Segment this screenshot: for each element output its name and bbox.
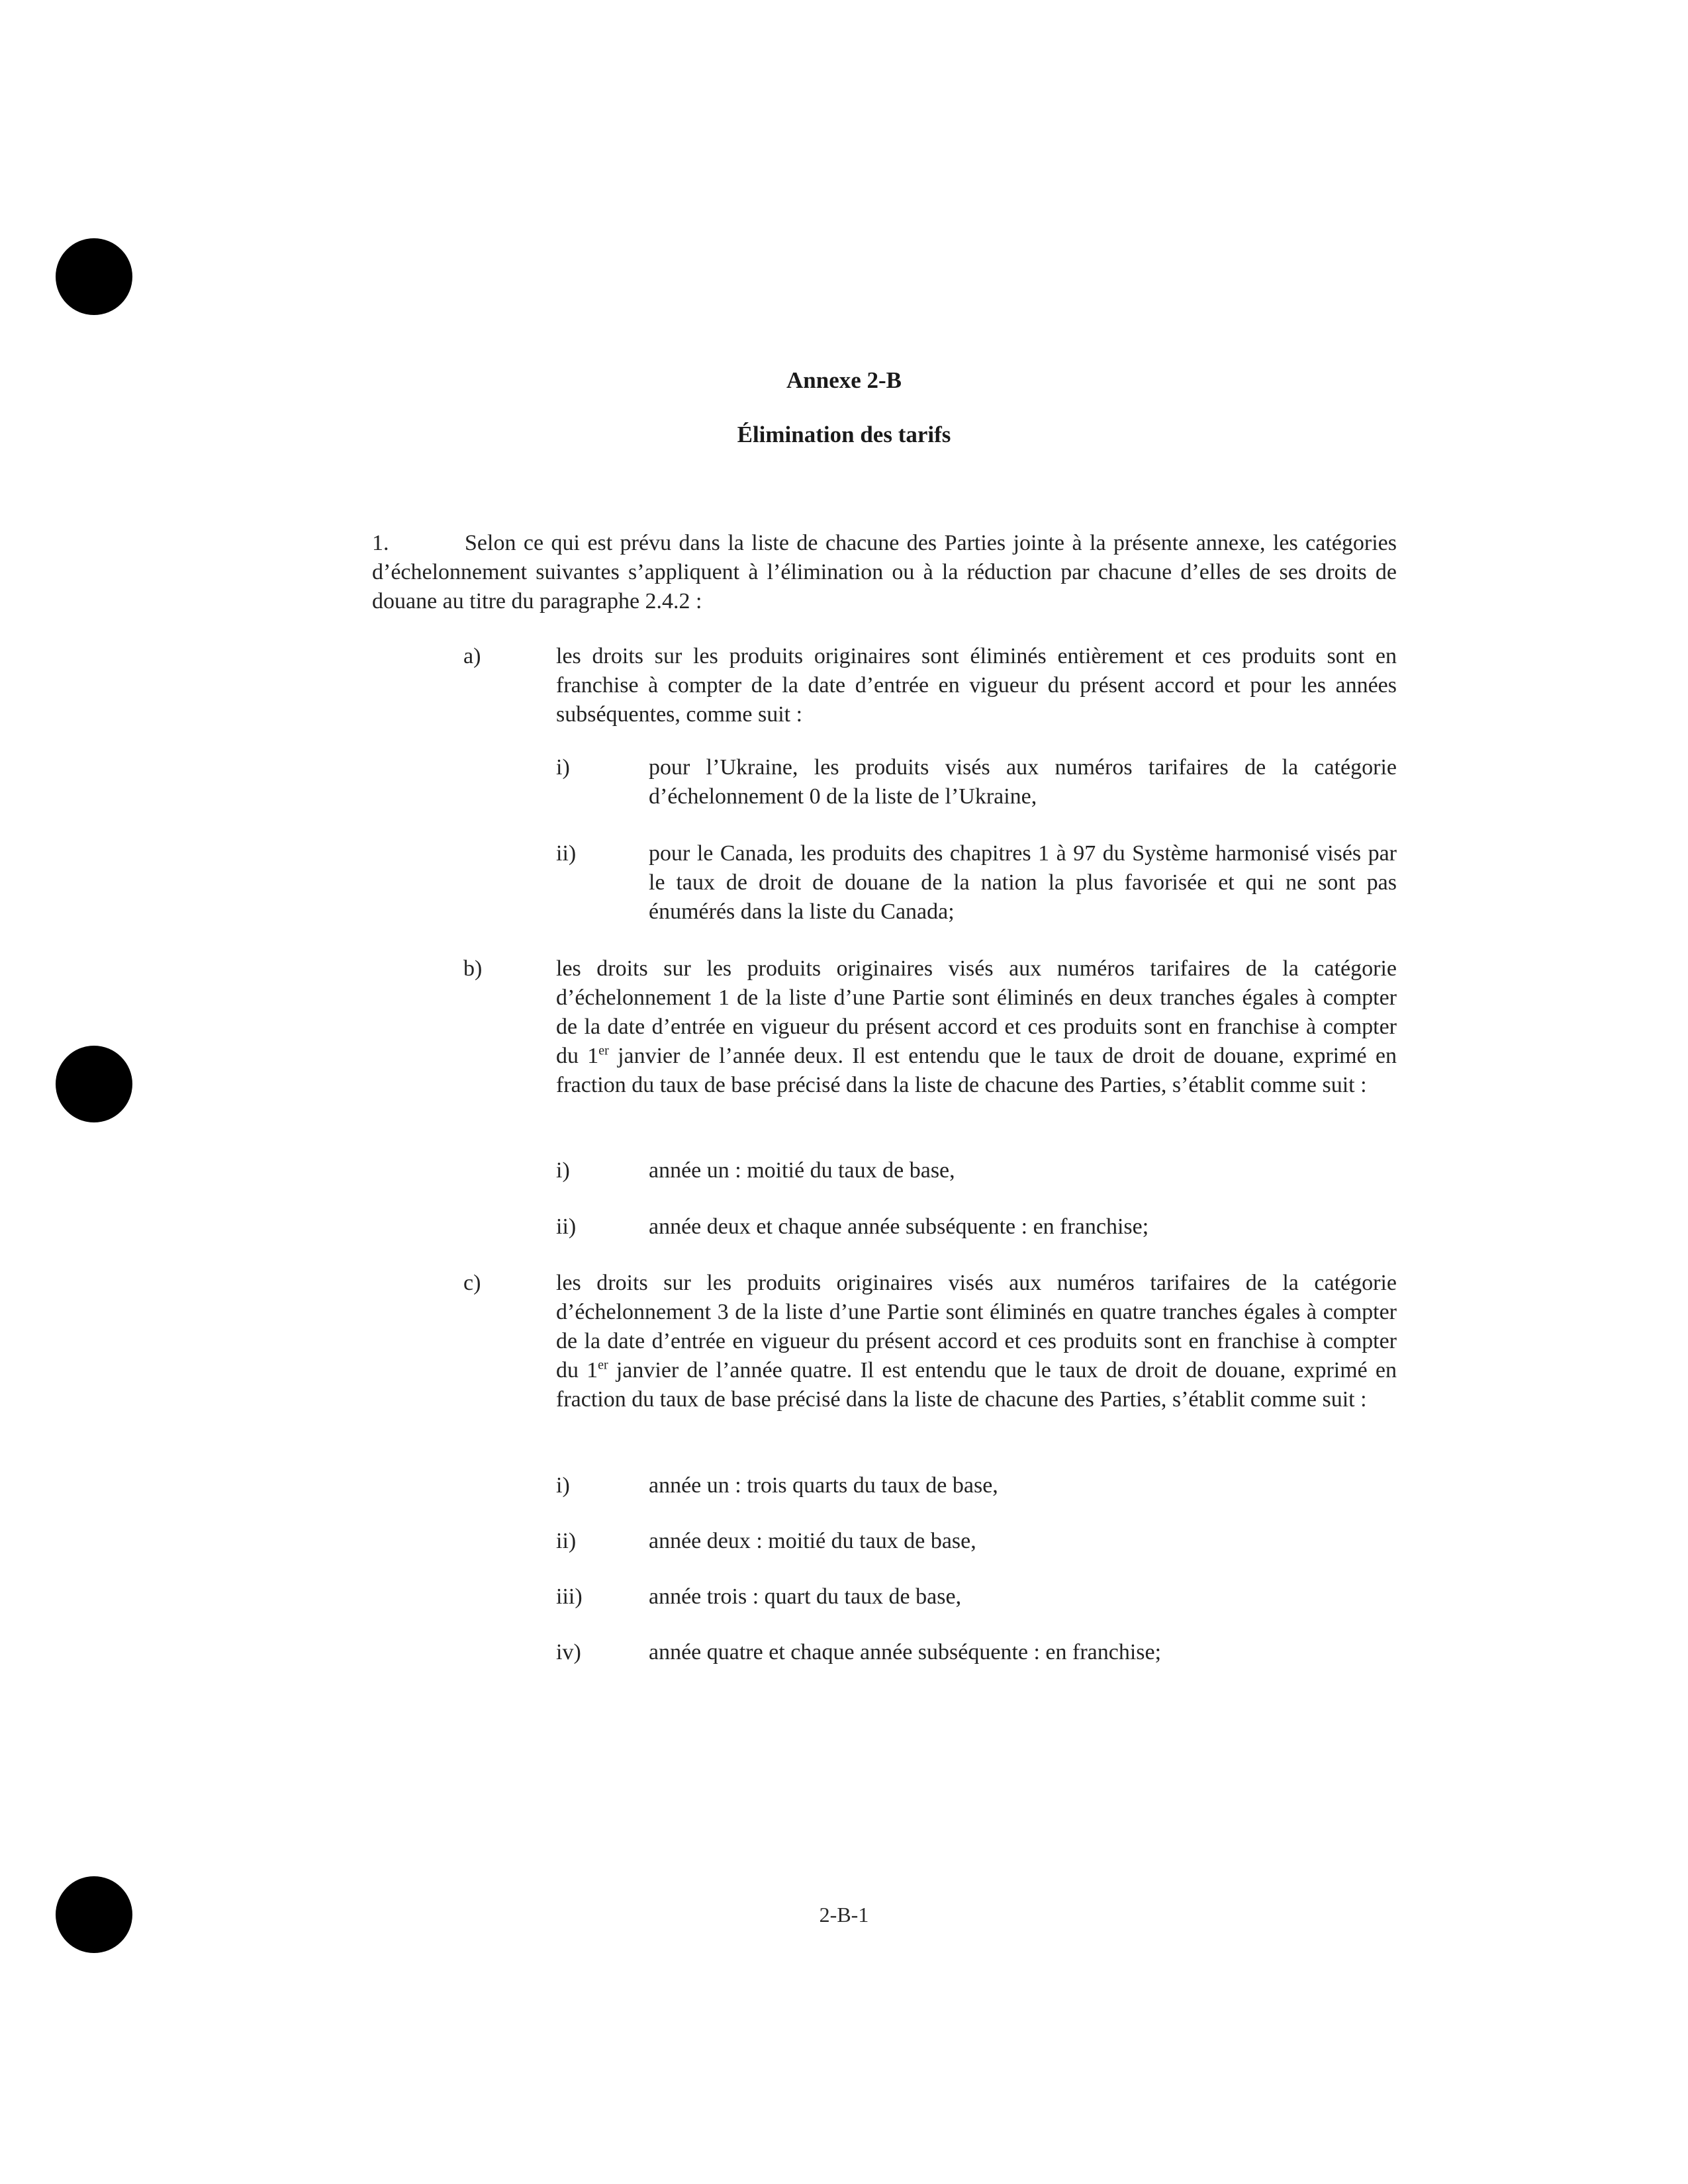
item-c-text-before: les droits sur les produits originaires visés aux numéros tarifaires de la catégorie d’échelonnement 3 de la liste d’une Partie sont éliminés en quatre tranches égales à compter de la date d’entrée en vigueur du présent accord et ces produits sont en franchise à compter du 1 <box>556 1271 1397 1383</box>
paragraph-text: Selon ce qui est prévu dans la liste de chacune des Parties jointe à la présente annexe, les catégories d’échelonnement suivantes s’appliquent à l’élimination ou à la réduction par chacune d’elles de ses droits de douane au titre du paragraphe 2.4.2 : <box>372 531 1397 614</box>
page-number: 2-B-1 <box>819 1903 869 1927</box>
punch-hole-top <box>56 238 132 315</box>
item-b-text-before: les droits sur les produits originaires visés aux numéros tarifaires de la catégorie d’échelonnement 1 de la liste d’une Partie sont éliminés en deux tranches égales à compter de la date d’entrée en vigueur du présent accord et ces produits sont en franchise à compter du 1 <box>556 956 1397 1068</box>
item-c-iv-text: année quatre et chaque année subséquente : en franchise; <box>649 1640 1162 1664</box>
annex-heading: Annexe 2-B <box>786 367 902 393</box>
item-b-i-text: année un : moitié du taux de base, <box>649 1158 955 1183</box>
item-c-iii-text: année trois : quart du taux de base, <box>649 1584 962 1609</box>
paragraph-number: 1. <box>372 531 389 555</box>
item-c-i-text: année un : trois quarts du taux de base, <box>649 1473 998 1498</box>
item-a-text: les droits sur les produits originaires sont éliminés entièrement et ces produits sont en franchise à compter de la date d’entrée en vigueur du présent accord et pour les années subséquentes, comme suit : <box>556 644 1397 727</box>
item-b-label: b) <box>463 956 483 981</box>
item-a-label: a) <box>463 644 481 668</box>
item-c-i-label: i) <box>556 1473 570 1498</box>
item-a-i-label: i) <box>556 755 570 780</box>
item-a-i-text: pour l’Ukraine, les produits visés aux numéros tarifaires de la catégorie d’échelonnement 0 de la liste de l’Ukraine, <box>649 755 1397 809</box>
punch-hole-middle <box>56 1046 132 1122</box>
item-b-i-label: i) <box>556 1158 570 1183</box>
item-b-ii-label: ii) <box>556 1214 577 1239</box>
item-c-label: c) <box>463 1271 481 1295</box>
item-b-superscript: er <box>598 1043 609 1058</box>
item-c-iii-label: iii) <box>556 1584 583 1609</box>
item-a-ii-label: ii) <box>556 841 577 866</box>
item-c-superscript: er <box>598 1357 608 1373</box>
item-c-iv-label: iv) <box>556 1640 581 1664</box>
item-c-ii-text: année deux : moitié du taux de base, <box>649 1529 976 1553</box>
item-a-ii-text: pour le Canada, les produits des chapitres 1 à 97 du Système harmonisé visés par le taux de droit de douane de la nation la plus favorisée et qui ne sont pas énumérés dans la liste du Canada; <box>649 841 1397 924</box>
item-c-ii-label: ii) <box>556 1529 577 1553</box>
item-c-text <box>556 1269 1397 1414</box>
item-b-text-after: janvier de l’année deux. Il est entendu que le taux de droit de douane, exprimé en fraction du taux de base précisé dans la liste de chacune des Parties, s’établit comme suit : <box>556 1044 1397 1097</box>
page-title: Élimination des tarifs <box>737 422 951 447</box>
item-b-text <box>556 954 1397 1100</box>
item-c-text-after: janvier de l’année quatre. Il est entendu que le taux de droit de douane, exprimé en fraction du taux de base précisé dans la liste de chacune des Parties, s’établit comme suit : <box>556 1358 1397 1412</box>
paragraph-1 <box>372 529 1397 616</box>
item-b-ii-text: année deux et chaque année subséquente : en franchise; <box>649 1214 1149 1239</box>
